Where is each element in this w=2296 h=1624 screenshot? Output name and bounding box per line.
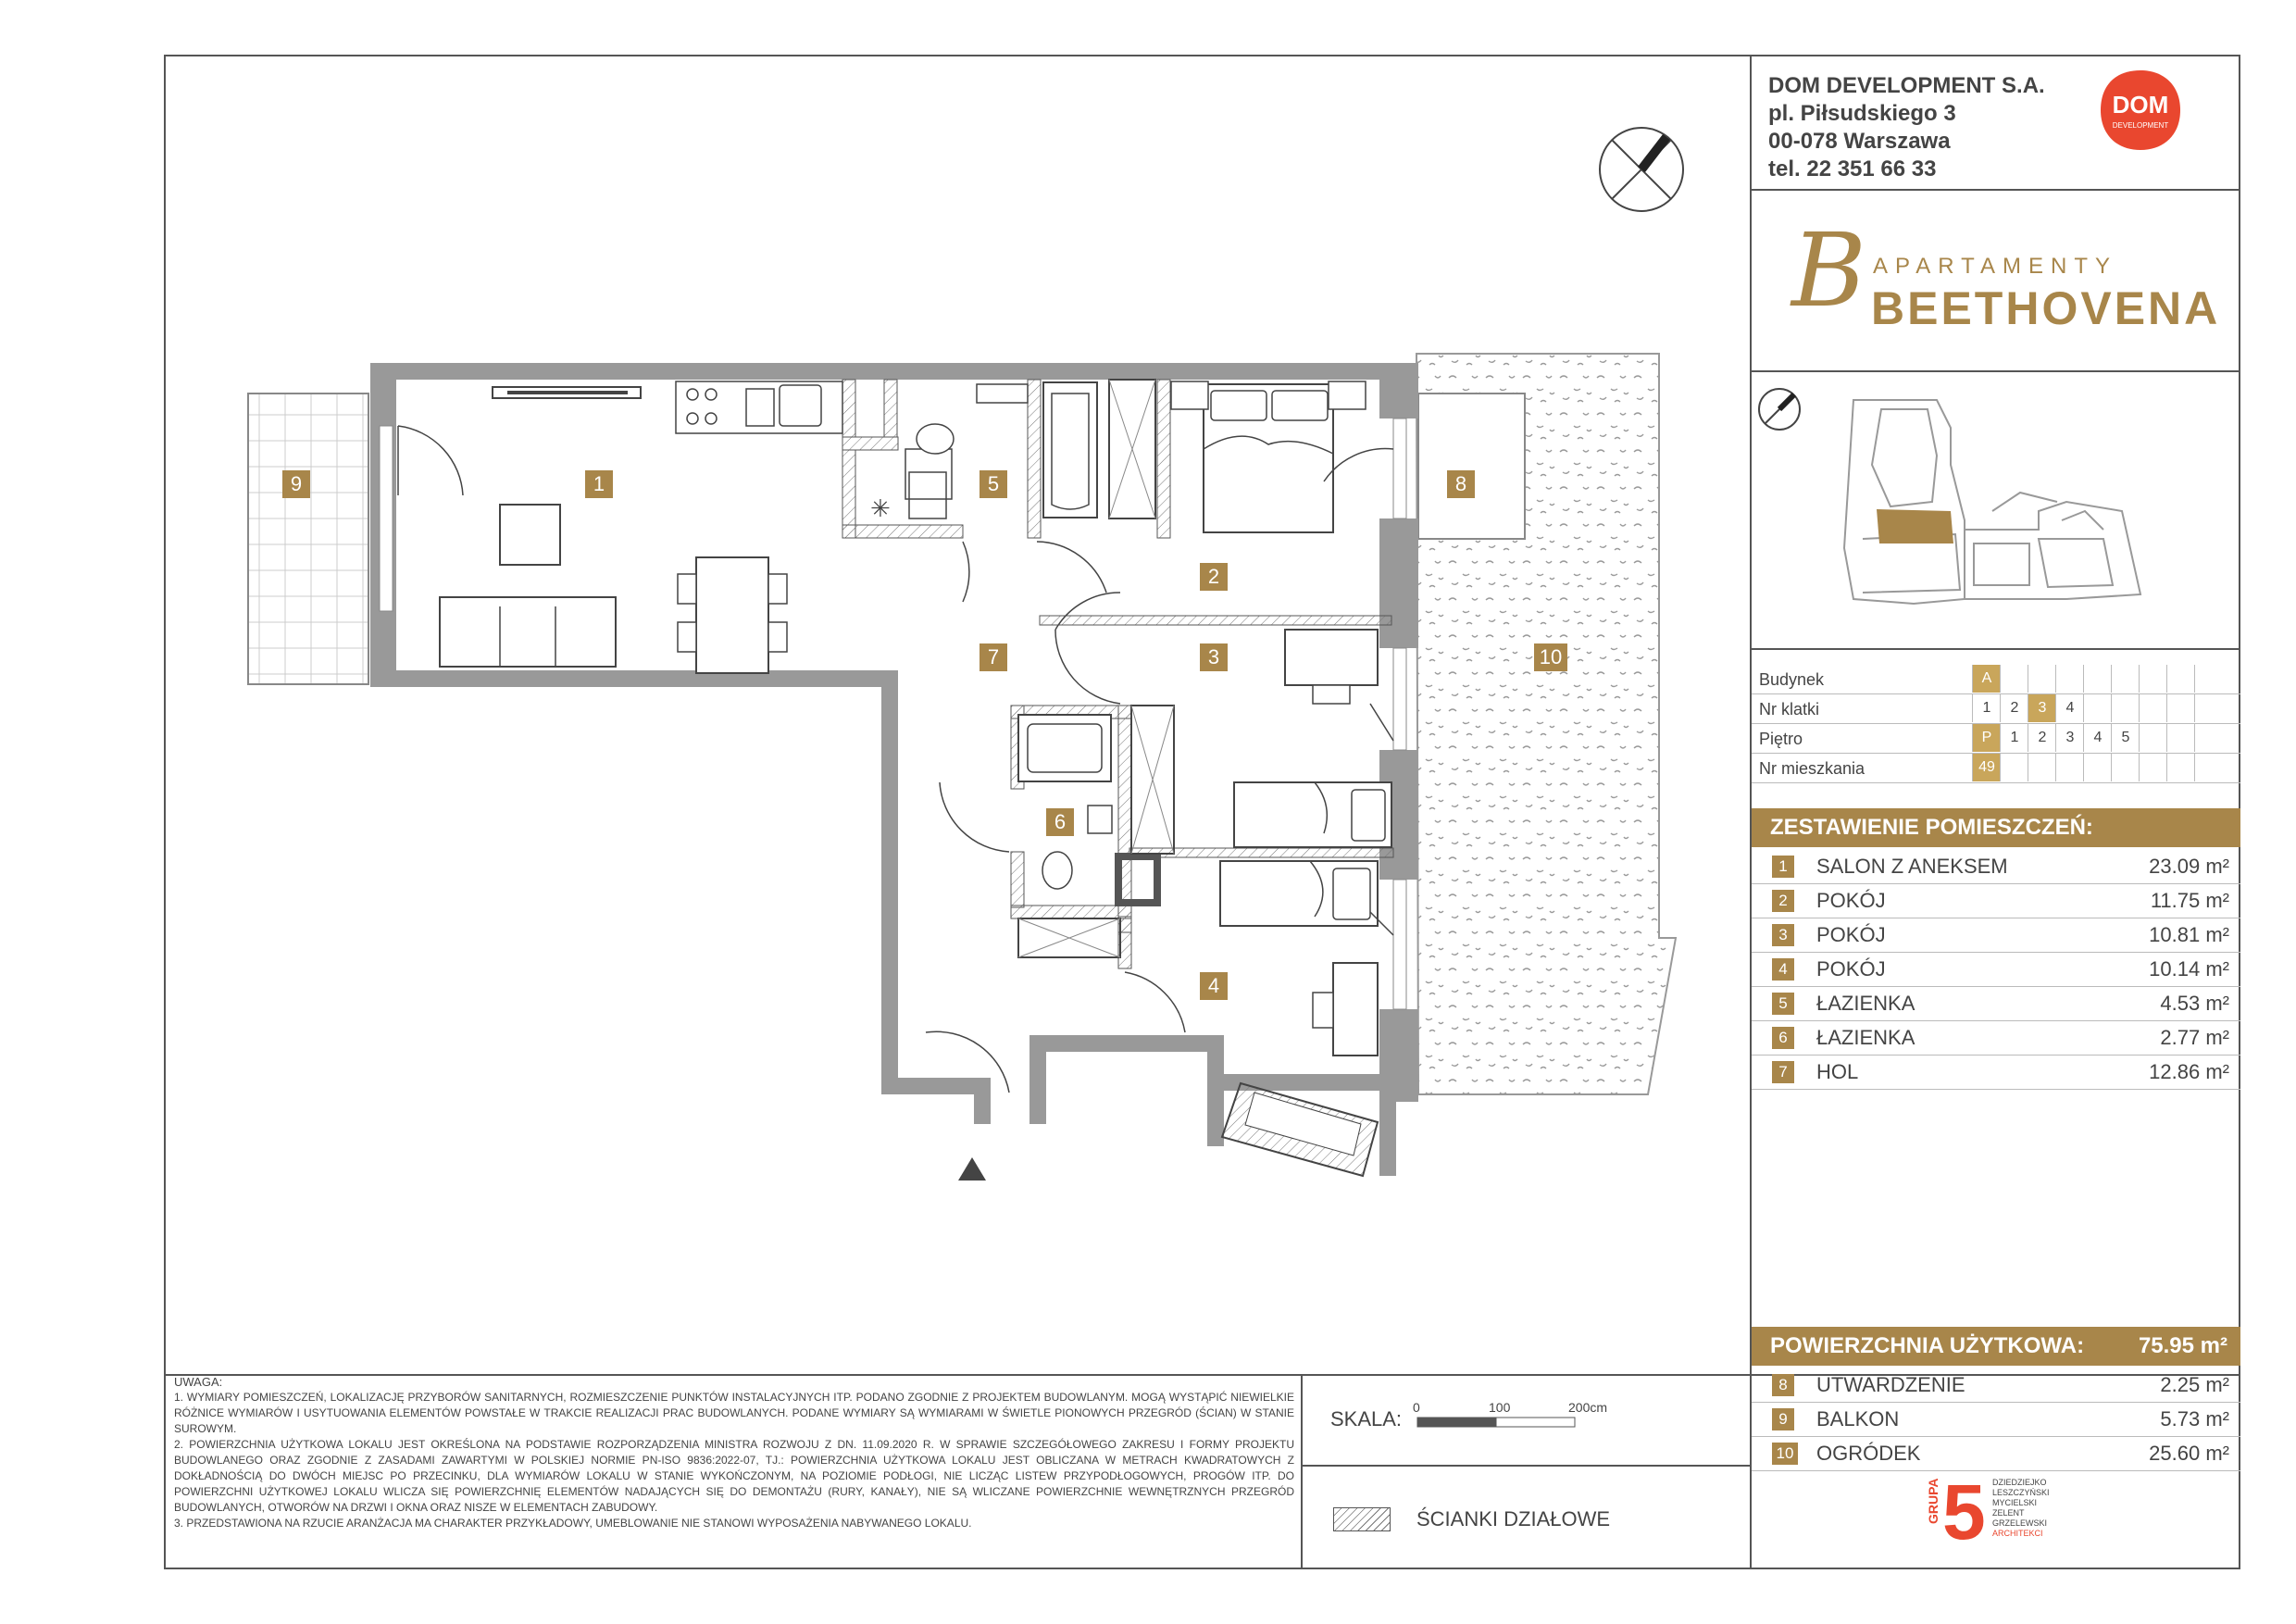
info-value-pietro: 4	[2083, 724, 2112, 752]
room-tag-8: 8	[1447, 470, 1475, 498]
info-row-pietro	[1752, 724, 2240, 754]
company-address-2: 00-078 Warszawa	[1768, 129, 1951, 154]
extra-name: OGRÓDEK	[1816, 1442, 1921, 1465]
logo-text-main: DOM	[2112, 91, 2169, 119]
info-row-klatka	[1752, 694, 2240, 724]
info-empty-cell	[2166, 724, 2195, 752]
room-tag-1: 1	[585, 470, 613, 498]
room-number: 3	[1772, 924, 1794, 946]
info-value-mieszkanie: 49	[1972, 754, 2001, 781]
room-number: 5	[1772, 993, 1794, 1015]
info-value-pietro: 5	[2111, 724, 2140, 752]
room-name: POKÓJ	[1816, 889, 1886, 912]
room-name: SALON Z ANEKSEM	[1816, 855, 2008, 878]
room-number: 4	[1772, 958, 1794, 981]
info-empty-cell	[2000, 754, 2028, 781]
extra-area: 5.73 m²	[2160, 1407, 2229, 1430]
architect-line: DZIEDZIEJKO	[1992, 1478, 2047, 1487]
info-empty-cell	[2000, 665, 2028, 693]
info-label-klatka: Nr klatki	[1759, 700, 1820, 718]
dom-development-logo	[2097, 67, 2184, 154]
keyplan-compass-icon	[1759, 389, 1800, 430]
room-number: 7	[1772, 1061, 1794, 1083]
info-value-pietro: 2	[2028, 724, 2056, 752]
info-empty-cell	[2111, 694, 2140, 722]
room-area: 11.75 m²	[2150, 889, 2229, 912]
info-empty-cell	[2083, 665, 2112, 693]
balcony	[248, 394, 368, 684]
scale-tick: 200cm	[1568, 1400, 1608, 1415]
info-empty-cell	[2055, 665, 2084, 693]
room-row	[1752, 918, 2240, 953]
info-empty-cell	[2194, 724, 2223, 752]
rooms-header: ZESTAWIENIE POMIESZCZEŃ:	[1752, 808, 2240, 847]
notes-block	[174, 1374, 1294, 1531]
room-area: 23.09 m²	[2149, 855, 2229, 878]
extra-number: 10	[1772, 1443, 1798, 1465]
info-value-pietro: 1	[2000, 724, 2028, 752]
architect-line: LESZCZYŃSKI	[1992, 1488, 2050, 1497]
info-row-mieszkanie	[1752, 754, 2240, 783]
notes-title: UWAGA:	[174, 1375, 223, 1389]
brand-line-1: APARTAMENTY	[1873, 254, 2118, 279]
room-row	[1752, 1021, 2240, 1056]
architect-line: ZELENT	[1992, 1508, 2025, 1518]
room-area: 10.81 m²	[2149, 923, 2229, 946]
architect-line: ARCHITEKCI	[1992, 1529, 2043, 1538]
info-value-budynek: A	[1972, 665, 2001, 693]
scale-tick: 0	[1413, 1400, 1420, 1415]
extra-name: UTWARDZENIE	[1816, 1373, 1965, 1396]
info-empty-cell	[2111, 754, 2140, 781]
paved-area	[1418, 394, 1525, 539]
info-empty-cell	[2111, 665, 2140, 693]
header-divider	[1750, 189, 2240, 191]
total-area-value: 75.95 m²	[2138, 1333, 2227, 1358]
entrance-arrow-icon	[958, 1157, 986, 1181]
room-area: 10.14 m²	[2149, 957, 2229, 981]
svg-text:✳: ✳	[870, 495, 891, 523]
info-empty-cell	[2028, 754, 2056, 781]
room-area: 4.53 m²	[2160, 992, 2229, 1015]
scale-label: SKALA:	[1330, 1407, 1403, 1430]
note-item: 3. PRZEDSTAWIONA NA RZUCIE ARANŻACJA MA CHARAKTER PRZYKŁADOWY, UMEBLOWANIE NIE STANOWI WYPOSAŻENIA NABYWANEGO LOKALU.	[174, 1517, 972, 1530]
total-area-header	[1752, 1327, 2240, 1366]
extra-row	[1752, 1403, 2240, 1437]
keyplan-divider	[1750, 648, 2240, 650]
info-value-klatka: 2	[2000, 694, 2028, 722]
room-tag-6: 6	[1046, 808, 1074, 836]
partition-wall-swatch	[1333, 1507, 1391, 1531]
info-value-pietro: 3	[2055, 724, 2084, 752]
info-label-pietro: Piętro	[1759, 730, 1803, 748]
keyplan-unit-highlight	[1877, 509, 1953, 543]
grupa-label: GRUPA	[1926, 1478, 1940, 1524]
room-row	[1752, 884, 2240, 918]
extra-name: BALKON	[1816, 1407, 1900, 1430]
info-empty-cell	[2139, 665, 2167, 693]
info-row-budynek	[1752, 665, 2240, 694]
room-row	[1752, 850, 2240, 884]
grupa-number: 5	[1942, 1468, 1986, 1555]
info-empty-cell	[2194, 694, 2223, 722]
extra-number: 9	[1772, 1408, 1794, 1430]
info-empty-cell	[2028, 665, 2056, 693]
info-empty-cell	[2194, 665, 2223, 693]
company-name: DOM DEVELOPMENT S.A.	[1768, 73, 2045, 98]
room-name: POKÓJ	[1816, 923, 1886, 946]
room-area: 2.77 m²	[2160, 1026, 2229, 1049]
room-name: ŁAZIENKA	[1816, 992, 1915, 1015]
info-empty-cell	[2083, 754, 2112, 781]
info-label-mieszkanie: Nr mieszkania	[1759, 759, 1866, 778]
brand-monogram: B	[1791, 211, 1866, 330]
info-value-klatka-selected: 3	[2028, 694, 2056, 722]
room-name: ŁAZIENKA	[1816, 1026, 1915, 1049]
extra-area: 2.25 m²	[2160, 1373, 2229, 1396]
info-empty-cell	[2139, 694, 2167, 722]
architect-logo	[1926, 1468, 2074, 1555]
room-area: 12.86 m²	[2149, 1060, 2229, 1083]
scale-divider	[1301, 1465, 1751, 1467]
room-tag-4: 4	[1200, 972, 1228, 1000]
info-empty-cell	[2194, 754, 2223, 781]
extra-row	[1752, 1437, 2240, 1471]
company-info	[1768, 72, 2045, 183]
brand-line-2: BEETHOVENA	[1871, 282, 2221, 334]
extra-number: 8	[1772, 1374, 1794, 1396]
room-name: HOL	[1816, 1060, 1859, 1083]
info-empty-cell	[2166, 754, 2195, 781]
room-tag-7: 7	[980, 643, 1007, 671]
info-value-klatka: 4	[2055, 694, 2084, 722]
extra-area: 25.60 m²	[2149, 1442, 2229, 1465]
room-name: POKÓJ	[1816, 957, 1886, 981]
info-empty-cell	[2083, 694, 2112, 722]
room-number: 6	[1772, 1027, 1794, 1049]
info-label-budynek: Budynek	[1759, 670, 1825, 689]
extra-row	[1752, 1368, 2240, 1403]
room-tag-5: 5	[980, 470, 1007, 498]
room-tag-10: 10	[1534, 643, 1567, 671]
info-empty-cell	[2166, 665, 2195, 693]
info-value-pietro-selected: P	[1972, 724, 2001, 752]
company-address-1: pl. Piłsudskiego 3	[1768, 101, 1956, 126]
info-empty-cell	[2166, 694, 2195, 722]
note-item: 2. POWIERZCHNIA UŻYTKOWA LOKALU JEST OKREŚLONA NA PODSTAWIE ROZPORZĄDZENIA MINISTRA ROZWOJU Z DN. 11.09.2020 R. W SPRAWIE SZCZEGÓŁOWEGO ZAKRESU I FORMY PROJEKTU BUDOWLANEGO ORAZ ZGODNIE Z ZASADAMI ZAWARTYMI W POLSKIEJ NORMIE PN-ISO 9836:2022-07, TJ.: POWIERZCHNIA UŻYTKOWA LOKALU JEST OBLICZANA W METRACH KWADRATOWYCH Z DOKŁADNOŚCIĄ DO DWÓCH MIEJSC PO PRZECINKU, DLA WYMIARÓW LOKALU W STANIE WYKOŃCZONYM, NA POZIOMIE PODŁOGI, NIE LICZĄC LISTEW PRZYPODŁOGOWYCH, PROGÓW ITP. DO POWIERZCHNI UŻYTKOWEJ LOKALU WLICZA SIĘ POWIERZCHNIĘ ELEMENTÓW NADAJĄCYCH SIĘ DO DEMONTAŻU (RURY, KANAŁY), NIE SĄ WLICZANE POWIERZCHNIE WEWNĘTRZNYCH PRZEGRÓD BUDOWLANYCH, OTWORÓW NA DRZWI I OKNA ORAZ NISZE W ELEMENTACH ZABUDOWY.	[174, 1438, 1294, 1514]
architect-line: GRZELEWSKI	[1992, 1518, 2048, 1528]
scale-tick: 100	[1489, 1400, 1511, 1415]
project-brand	[1791, 211, 2221, 335]
info-empty-cell	[2055, 754, 2084, 781]
info-empty-cell	[2139, 724, 2167, 752]
compass-icon	[1600, 128, 1683, 211]
note-item: 1. WYMIARY POMIESZCZEŃ, LOKALIZACJĘ PRZYBORÓW SANITARNYCH, ROZMIESZCZENIE PUNKTÓW INSTALACYJNYCH ITP. PODANO ZGODNIE Z PROJEKTEM BUDOWLANYM. MOGĄ WYSTĄPIĆ NIEWIELKIE RÓŻNICE WYMIARÓW I USYTUOWANIA ELEMENTÓW POWSTAŁE W TRAKCIE REALIZACJI PRAC BUDOWLANYCH. PODANE WYMIARY SĄ WYMIARAMI W ŚWIETLE PIONOWYCH PRZEGRÓD (ŚCIAN) W STANIE SUROWYM.	[174, 1391, 1294, 1435]
logo-text-sub: DEVELOPMENT	[2112, 121, 2169, 130]
scale-bar	[1416, 1417, 1583, 1430]
room-number: 1	[1772, 856, 1794, 878]
room-row	[1752, 1056, 2240, 1090]
architect-line: MYCIELSKI	[1992, 1498, 2038, 1507]
room-number: 2	[1772, 890, 1794, 912]
info-value-klatka: 1	[1972, 694, 2001, 722]
legend-label: ŚCIANKI DZIAŁOWE	[1416, 1507, 1611, 1530]
total-area-label: POWIERZCHNIA UŻYTKOWA:	[1770, 1333, 2085, 1358]
company-phone: tel. 22 351 66 33	[1768, 156, 1937, 181]
key-plan	[1752, 372, 2240, 648]
apartment-info-table	[1752, 665, 2240, 783]
room-tag-3: 3	[1200, 643, 1228, 671]
room-tag-9: 9	[282, 470, 310, 498]
room-tag-2: 2	[1200, 563, 1228, 591]
notes-right-divider	[1301, 1374, 1303, 1569]
room-row	[1752, 987, 2240, 1021]
room-row	[1752, 953, 2240, 987]
keyplan-building-outline	[1844, 400, 2140, 604]
info-empty-cell	[2139, 754, 2167, 781]
